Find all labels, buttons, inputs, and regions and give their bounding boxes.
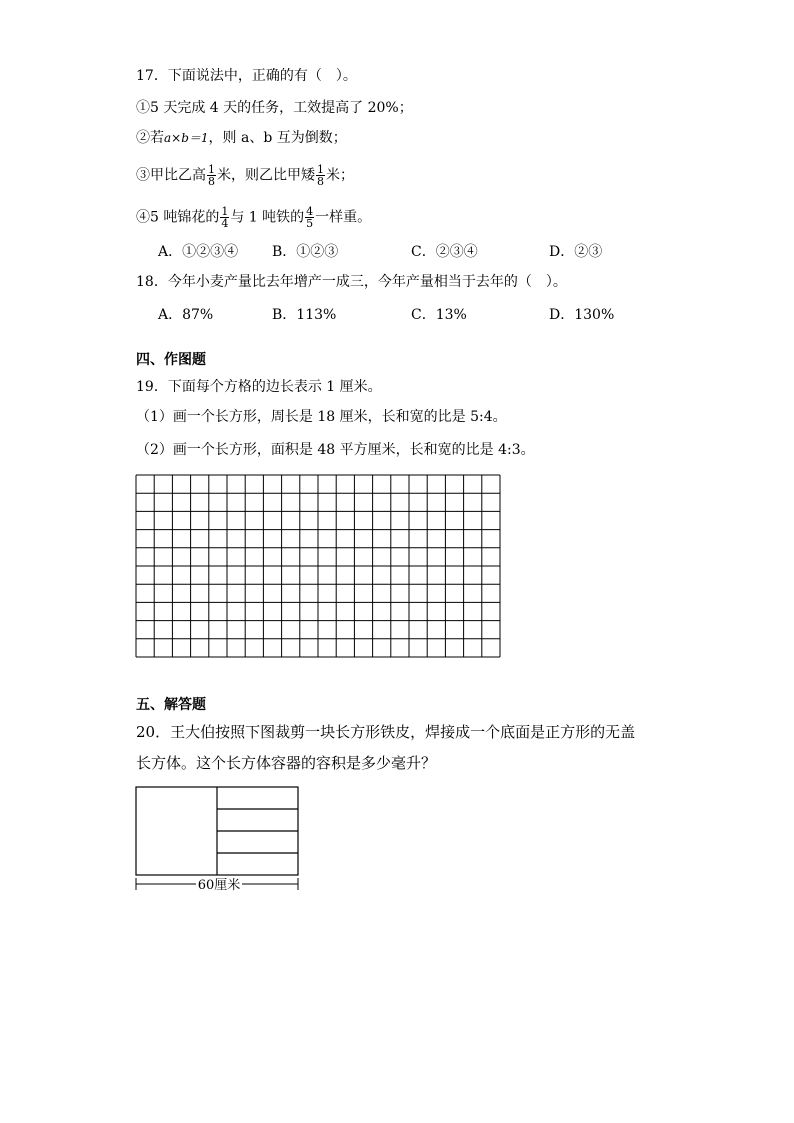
q17-statement-1: ①5 天完成 4 天的任务，工效提高了 20%； [136,100,413,116]
q18-option-d[interactable]: D．130% [549,307,615,323]
q20-stem-line-2: 长方体。这个长方体容器的容积是多少毫升？ [136,754,437,772]
q17-stem: 17．下面说法中，正确的有（ ）。 [136,68,357,84]
q18-option-a[interactable]: A．87% [158,307,214,323]
q17-s3-part2: 米，则乙比甲矮 [217,167,315,184]
q17-s2-prefix: ②若 [136,130,164,146]
square-grid[interactable] [135,474,501,664]
q17-statement-4 [136,206,371,229]
q20-stem-line-1: 20．王大伯按照下图裁剪一块长方形铁皮，焊接成一个底面是正方形的无盖 [136,723,636,741]
fraction-denominator: 8 [208,175,215,188]
fraction-numerator: 1 [317,163,324,176]
q17-s3-part1: ③甲比乙高 [136,167,206,184]
q17-statement-3 [136,164,354,187]
fraction-one-eighth-2 [316,164,325,187]
q17-s4-part3: 一样重。 [315,209,372,226]
fraction-four-fifths [305,206,314,229]
section-4-title: 四、作图题 [136,352,206,368]
q17-option-b[interactable]: B．①②③ [272,244,339,260]
q17-s4-part1: ④5 吨锦花的 [136,209,220,226]
q19-part-2: （2）画一个长方形，面积是 48 平方厘米，长和宽的比是 4:3。 [136,442,535,458]
q18-option-b[interactable]: B．113% [272,307,337,323]
q17-s2-math: a×b＝1 [164,131,209,145]
q17-s2-suffix: ，则 a、b 互为倒数； [208,130,347,146]
fraction-denominator: 4 [221,217,229,230]
dimension-label: 60厘米 [197,878,241,892]
q18-option-c[interactable]: C．13% [411,307,467,323]
q17-statement-2 [136,128,347,148]
q18-stem: 18．今年小麦产量比去年增产一成三，今年产量相当于去年的（ ）。 [136,274,567,290]
fraction-one-quarter [220,206,229,229]
fraction-numerator: 1 [221,205,229,218]
fraction-denominator: 8 [317,175,324,188]
section-5-title: 五、解答题 [136,697,206,713]
q17-option-c[interactable]: C．②③④ [411,244,478,260]
q19-part-1: （1）画一个长方形，周长是 18 厘米，长和宽的比是 5:4。 [136,409,507,425]
fraction-numerator: 4 [306,205,314,218]
q17-option-a[interactable]: A．①②③④ [158,244,239,260]
fraction-numerator: 1 [208,163,215,176]
q17-option-d[interactable]: D．②③ [549,244,603,260]
q19-stem: 19．下面每个方格的边长表示 1 厘米。 [136,379,382,395]
iron-sheet-diagram [130,782,305,892]
fraction-denominator: 5 [306,217,314,230]
q17-s3-part3: 米； [326,167,354,184]
q17-s4-part2: 与 1 吨铁的 [230,209,305,226]
fraction-one-eighth [207,164,216,187]
